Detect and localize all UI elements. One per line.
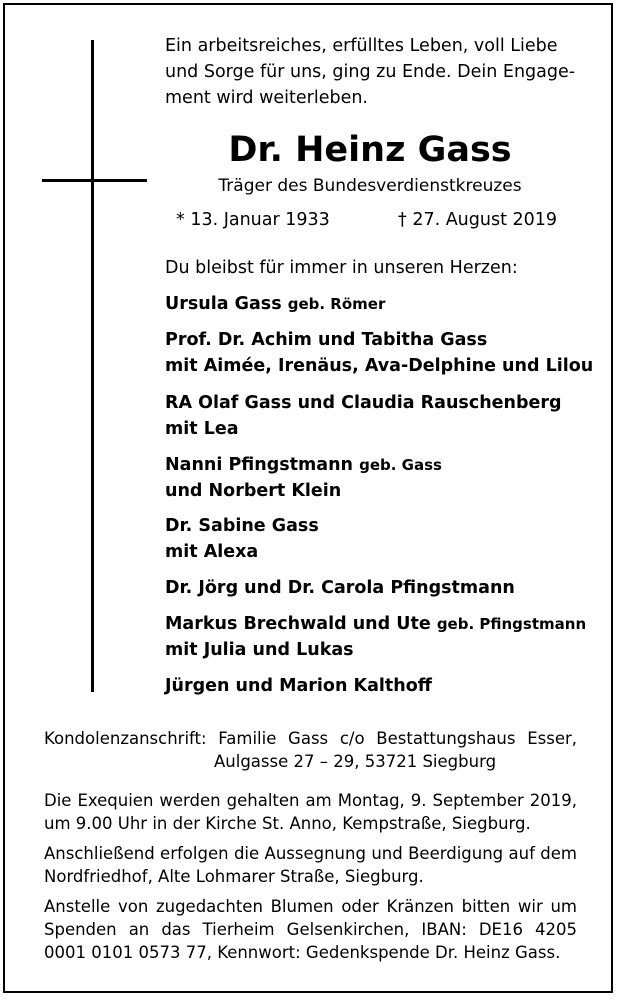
mourner-name: Ursula Gass bbox=[165, 294, 282, 314]
exequien-line: Die Exequien werden gehalten am Montag, 9. September 2019, bbox=[44, 791, 577, 810]
death-date: † 27. August 2019 bbox=[398, 210, 558, 230]
burial-line: Anschließend erfolgen die Aussegnung und Beerdigung auf dem bbox=[44, 844, 577, 863]
deceased-honor: Träger des Bundesverdienstkreuzes bbox=[218, 176, 522, 196]
mourner-line: Jürgen und Marion Kalthoff bbox=[165, 676, 432, 696]
condolence-address-line: Aulgasse 27 – 29, 53721 Siegburg bbox=[214, 752, 497, 771]
mourner-line: mit Julia und Lukas bbox=[165, 640, 354, 660]
intro-line: und Sorge für uns, ging zu Ende. Dein Engage- bbox=[165, 62, 576, 82]
mourner-name: Markus Brechwald und Ute bbox=[165, 614, 431, 634]
mourner-note: geb. Römer bbox=[287, 295, 386, 313]
mourner-entry bbox=[165, 455, 442, 475]
mourner-entry bbox=[165, 294, 385, 314]
intro-line: Ein arbeitsreiches, erfülltes Leben, voll Liebe bbox=[165, 36, 558, 56]
mourner-line: mit Aimée, Irenäus, Ava-Delphine und Lilou bbox=[165, 356, 594, 376]
donation-line: Anstelle von zugedachten Blumen oder Kränzen bitten wir um bbox=[44, 897, 577, 916]
mourner-note: geb. Pfingstmann bbox=[436, 615, 587, 633]
mourner-note: geb. Gass bbox=[359, 456, 442, 474]
mourner-name: Nanni Pfingstmann bbox=[165, 455, 353, 475]
condolence-address-line: Kondolenzanschrift: Familie Gass c/o Bestattungshaus Esser, bbox=[44, 729, 577, 748]
tagline: Du bleibst für immer in unseren Herzen: bbox=[165, 258, 518, 278]
donation-line: Spenden an das Tierheim Gelsenkirchen, IBAN: DE16 4205 bbox=[44, 920, 577, 939]
mourner-entry bbox=[165, 614, 586, 634]
mourner-line: Dr. Sabine Gass bbox=[165, 516, 319, 536]
donation-line: 0001 0101 0573 77, Kennwort: Gedenkspende Dr. Heinz Gass. bbox=[44, 943, 561, 962]
mourner-line: RA Olaf Gass und Claudia Rauschenberg bbox=[165, 393, 562, 413]
mourner-line: mit Alexa bbox=[165, 542, 259, 562]
mourner-line: mit Lea bbox=[165, 419, 239, 439]
mourner-line: Prof. Dr. Achim und Tabitha Gass bbox=[165, 330, 488, 350]
mourner-line: Dr. Jörg und Dr. Carola Pfingstmann bbox=[165, 578, 515, 598]
burial-line: Nordfriedhof, Alte Lohmarer Straße, Siegburg. bbox=[44, 867, 424, 886]
intro-line: ment wird weiterleben. bbox=[165, 88, 368, 108]
birth-date: * 13. Januar 1933 bbox=[176, 210, 330, 230]
deceased-name: Dr. Heinz Gass bbox=[228, 130, 512, 170]
exequien-line: um 9.00 Uhr in der Kirche St. Anno, Kempstraße, Siegburg. bbox=[44, 814, 531, 833]
mourner-line: und Norbert Klein bbox=[165, 481, 342, 501]
